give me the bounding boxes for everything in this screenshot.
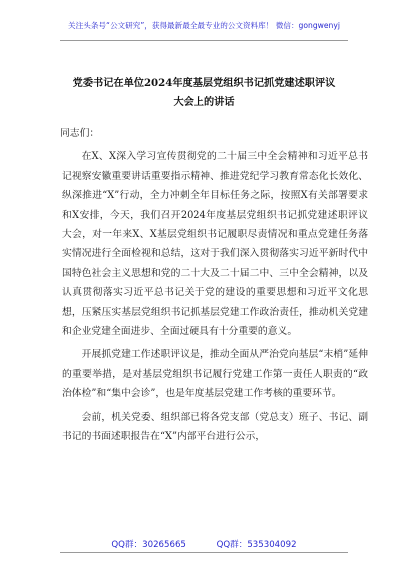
title-line-1: 党委书记在单位2024年度基层党组织书记抓党建述职评议: [72, 77, 336, 89]
title-line-2: 大会上的讲话: [173, 96, 235, 108]
paragraph-3: 会前，机关党委、组织部已将各党支部（党总支）班子、书记、副书记的书面述职报告在“X”内部平台进行公示，: [62, 411, 368, 443]
header-banner: 关注头条号“公文研究”，获得最新最全最专业的公文资料库！ 微信：gongwenyj: [68, 21, 340, 30]
paragraph-2: 开展抓党建工作述职评议是，推动全面从严治党向基层“末梢”延伸的重要举措，是对基层党组织书记履行党建工作第一责任人职责的“政治体检”和“集中会诊”，也是年度基层党建工作考核的重要环节。: [62, 349, 368, 400]
paragraph-1: 在X、X深入学习宣传贯彻党的二十届三中全会精神和习近平总书记视察安徽重要讲话重要指示精神、推进党纪学习教育常态化长效化、纵深推进“X”行动，全力冲刺全年目标任务之际，按照X有关部署要求和X安排，今天，我们召开2024年度基层党组织书记抓党建述职评议大会，对一年来X、X基层党组织书记履职尽责情况和重点党建任务落实情况进行全面检视和总结，这对于我们深入贯彻落实习近平新时代中国特色社会主义思想和党的二十大及二十届二中、三中全会精神，以及认真贯彻落实习近平总书记关于党的建设的重要思想和习近平文化思想，压紧压实基层党组织书记抓基层党建工作政治责任，推动机关党建和企业党建全面进步、全面过硬具有十分重要的意义。: [62, 151, 368, 338]
footer-qq-group-1: QQ群：30265665: [111, 540, 186, 550]
document-title: [40, 74, 368, 112]
footer-qq-group-2: QQ群：535304092: [216, 540, 297, 550]
salutation: 同志们：: [60, 128, 100, 139]
document-body: [62, 124, 368, 451]
footer-divider: [60, 552, 348, 553]
footer: [0, 538, 408, 550]
header-divider: [60, 40, 348, 41]
